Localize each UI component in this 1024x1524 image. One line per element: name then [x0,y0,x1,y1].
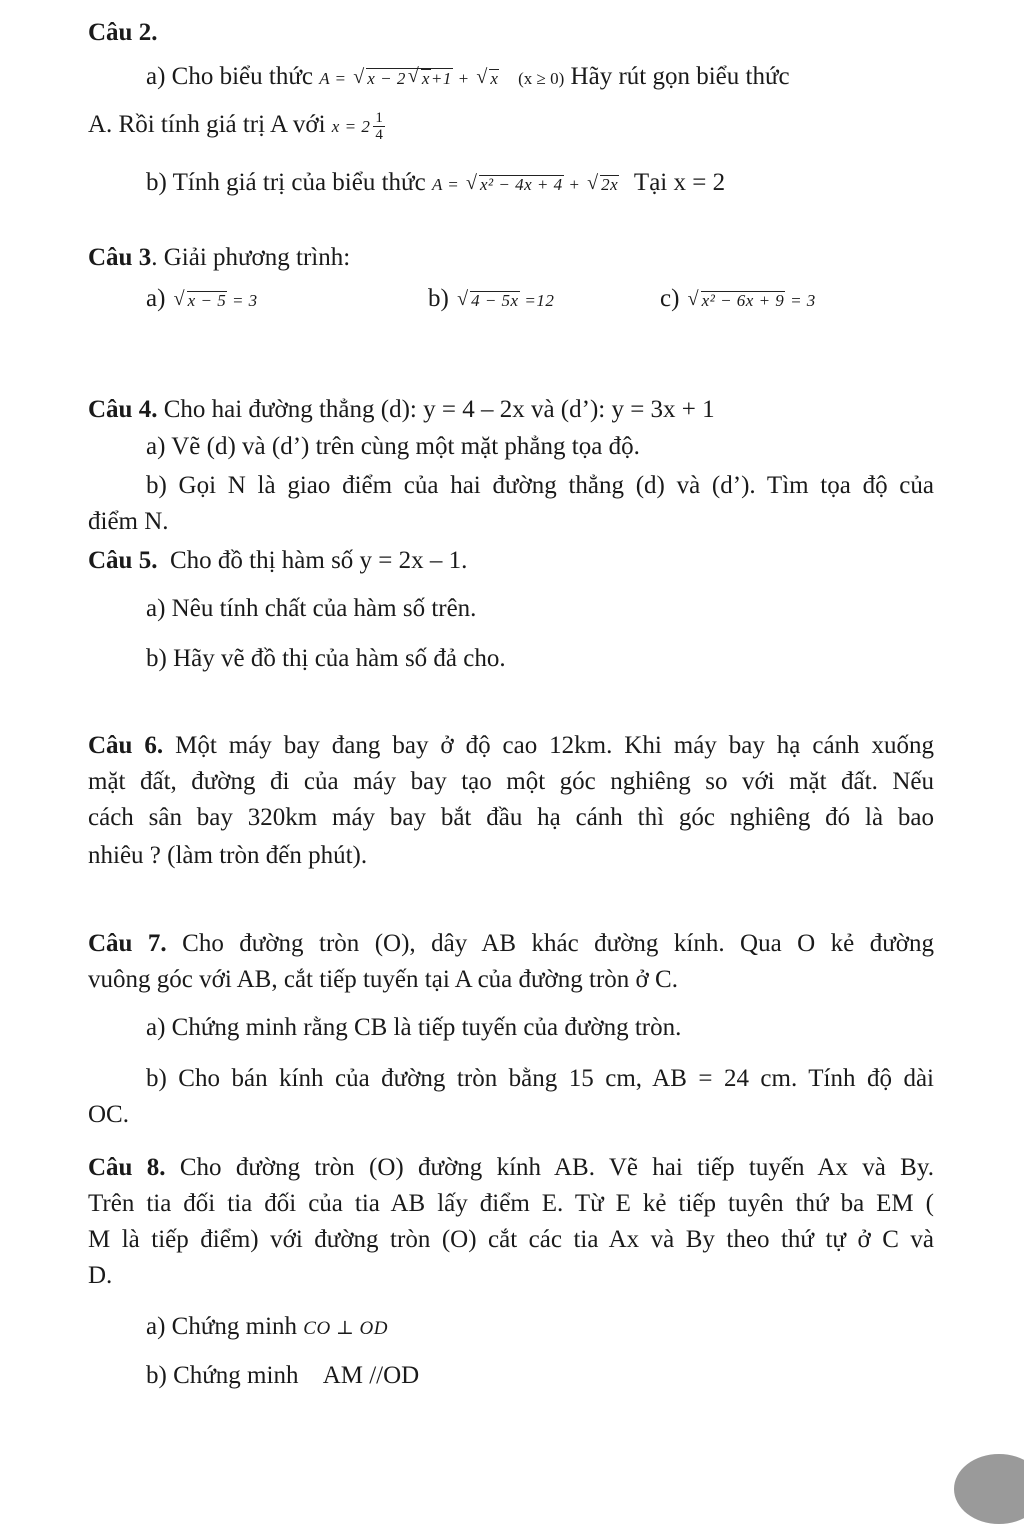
q5-title-line: Câu 5. Cho đồ thị hàm số y = 2x – 1. [88,547,468,574]
q2-part-b: b) Tính giá trị của biểu thức A = √ x² − 4x + 4 + √ 2x Tại x = 2 [146,168,725,200]
q5-part-b: b) Hãy vẽ đồ thị của hàm số đả cho. [146,645,506,672]
q2-formula-b: A = √ x² − 4x + 4 + √ 2x [432,175,624,194]
q2-formula-a: A = √ x − 2√ x+1 + √ x [319,69,504,88]
q7-part-b: b) Cho bán kính của đường tròn bằng 15 cm, AB = 24 cm. Tính độ dài [146,1065,934,1092]
q2-part-a-line2: A. Rồi tính giá trị A với x = 2 $\frac{1}{4}$ [88,110,383,143]
q8-part-a: a) Chứng minh CO ⊥ OD [146,1313,389,1340]
q4-part-b: b) Gọi N là giao điểm của hai đường thẳng (d) và (d’). Tìm tọa độ của [146,472,934,499]
q8-line-3: M là tiếp điểm) với đường tròn (O) cắt các tia Ax và By theo thứ tự ở C và [88,1226,934,1253]
q6-line-2: mặt đất, đường đi của máy bay tạo một góc nghiêng so với mặt đất. Nếu [88,768,934,795]
page-corner-shadow [954,1454,1024,1524]
q2-part-a: a) Cho biểu thức A = √ x − 2√ x+1 + √ x (x ≥ 0) Hãy rút gọn biểu thức [146,62,790,94]
q6-line-1: Câu 6. Một máy bay đang bay ở độ cao 12km. Khi máy bay hạ cánh xuống [88,732,934,759]
q4-part-b-line2: điểm N. [88,508,169,535]
q6-line-4: nhiêu ? (làm tròn đến phút). [88,842,368,869]
q3-part-b: b) √ 4 − 5x =12 [428,284,554,316]
q2-title: Câu 2. [88,19,158,46]
q8-line-4: D. [88,1262,113,1289]
q8-line-2: Trên tia đối tia đối của tia AB lấy điểm E. Từ E kẻ tiếp tuyên thứ ba EM ( [88,1190,934,1217]
q7-part-b-line2: OC. [88,1101,129,1128]
q5-part-a: a) Nêu tính chất của hàm số trên. [146,595,477,622]
q8-line-1: Câu 8. Cho đường tròn (O) đường kính AB. Vẽ hai tiếp tuyến Ax và By. [88,1154,934,1181]
q4-title-line: Câu 4. Cho hai đường thẳng (d): y = 4 – 2x và (d’): y = 3x + 1 [88,396,715,423]
q3-part-a: a) √ x − 5 = 3 [146,284,258,316]
q6-line-3: cách sân bay 320km máy bay bắt đầu hạ cánh thì góc nghiêng đó là bao [88,804,934,831]
fraction: $\frac{1}{4}$ [375,110,383,143]
q8-part-b: b) Chứng minh AM //OD [146,1362,420,1389]
q7-line-2: vuông góc với AB, cắt tiếp tuyến tại A của đường tròn ở C. [88,966,678,993]
q7-part-a: a) Chứng minh rằng CB là tiếp tuyến của đường tròn. [146,1014,682,1041]
q7-line-1: Câu 7. Cho đường tròn (O), dây AB khác đường kính. Qua O kẻ đường [88,930,934,957]
q4-part-a: a) Vẽ (d) và (d’) trên cùng một mặt phẳng tọa độ. [146,433,640,460]
q3-part-c: c) √ x² − 6x + 9 = 3 [660,284,816,316]
q3-title: Câu 3. Giải phương trình: [88,244,351,271]
